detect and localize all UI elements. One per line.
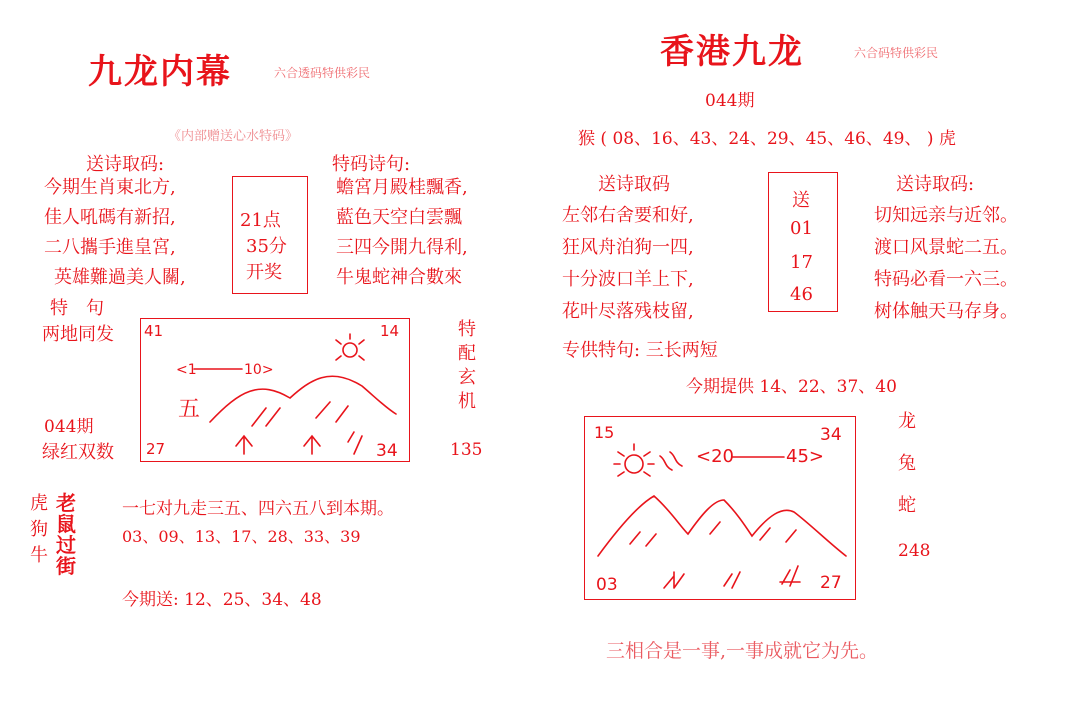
left-issue: 044期	[44, 417, 94, 437]
left-side-vertical	[458, 318, 476, 414]
left-caption: 《内部赠送心水特码》	[168, 129, 299, 144]
sun-icon	[625, 455, 643, 473]
left-line2: 03、09、13、17、28、33、39	[122, 527, 361, 546]
right-monkey-line: 猴 ( 08、16、43、24、29、45、46、49、 ) 虎	[578, 129, 956, 149]
poem-line: 十分波口羊上下,	[562, 269, 694, 290]
grass-icon	[236, 436, 252, 454]
drawing-arrow-left: <20	[696, 446, 734, 467]
side-char: 配	[458, 343, 476, 364]
drawing-corner-number: 27	[820, 573, 842, 593]
wind-icon	[660, 452, 682, 470]
left-poem-heading: 送诗取码:	[86, 154, 165, 175]
right-drawing	[584, 416, 856, 600]
drawing-arrow-right: 45>	[786, 446, 824, 467]
drawing-corner-number: 34	[376, 441, 398, 461]
drawing-arrow-right: 10>	[244, 362, 274, 378]
zodiac-col-2	[56, 490, 76, 578]
left-green-red: 绿红双数	[42, 442, 114, 463]
hatch-marks-icon	[252, 402, 348, 426]
side-char: 蛇	[898, 495, 916, 516]
zodiac-char: 鼠	[56, 512, 76, 536]
right-subtitle: 六合码特供彩民	[854, 46, 939, 60]
drawing-corner-number: 34	[820, 425, 842, 445]
drawing-arrow-left: <1	[176, 362, 197, 378]
poem-line: 今期生肖東北方,	[44, 177, 176, 198]
zodiac-char: 牛	[30, 545, 48, 566]
poem-line: 花叶尽落残枝留,	[562, 301, 694, 322]
zodiac-char: 老	[56, 491, 76, 515]
verse-line: 牛鬼蛇神合數來	[336, 267, 462, 288]
drawing-corner-number: 27	[146, 440, 166, 458]
draw-time-line: 开奖	[246, 262, 282, 283]
right-today-provide: 今期提供 14、22、37、40	[686, 377, 897, 397]
side-char: 兔	[898, 453, 916, 474]
send-box-line: 01	[790, 218, 813, 239]
mountain-icon	[210, 376, 396, 422]
verse-line: 蟾宮月殿桂飄香,	[336, 177, 468, 198]
side-char: 特	[458, 319, 476, 340]
side-char: 玄	[458, 367, 476, 388]
zodiac-char: 狗	[30, 519, 48, 540]
left-verse-heading: 特码诗句:	[332, 154, 411, 175]
left-verse	[336, 176, 468, 296]
left-side-number: 135	[450, 440, 483, 460]
poem-line: 左邻右舍要和好,	[562, 205, 694, 226]
right-poem-heading-right: 送诗取码:	[896, 174, 975, 195]
left-two-places: 两地同发	[42, 324, 114, 345]
poem-line: 英雄難過美人關,	[54, 267, 186, 288]
poem-line: 渡口风景蛇二五。	[874, 237, 1018, 258]
left-send-today: 今期送: 12、25、34、48	[122, 590, 322, 610]
right-poem-right	[874, 204, 1018, 332]
draw-time-line: 21点	[240, 210, 281, 231]
sun-rays-icon	[336, 334, 364, 360]
right-side-vertical	[898, 410, 916, 536]
zodiac-char: 街	[56, 554, 76, 578]
zodiac-char: 虎	[30, 493, 48, 514]
verse-line: 藍色天空白雲飄	[336, 207, 462, 228]
drawing-glyph: 五	[178, 397, 201, 422]
left-subtitle: 六合透码特供彩民	[274, 66, 371, 80]
grass-icon	[780, 566, 800, 586]
right-footer: 三相合是一事,一事成就它为先。	[606, 640, 879, 662]
grass-icon	[724, 572, 740, 588]
zodiac-char: 过	[56, 533, 76, 557]
poem-line: 树体触天马存身。	[874, 301, 1018, 322]
drawing-corner-number: 15	[594, 423, 615, 442]
right-poem-left	[562, 204, 694, 332]
send-box-line: 46	[790, 284, 813, 305]
side-char: 龙	[898, 411, 916, 432]
left-drawing	[140, 318, 410, 463]
left-special-label: 特 句	[50, 298, 104, 319]
left-poem	[44, 176, 186, 296]
sun-icon	[343, 343, 357, 357]
poem-line: 二八攜手進皇宮,	[44, 237, 176, 258]
right-poem-heading-left: 送诗取码	[598, 174, 670, 195]
sun-rays-icon	[614, 444, 654, 476]
side-char: 机	[458, 391, 476, 412]
grass-icon	[664, 572, 684, 588]
grass-icon	[348, 432, 362, 454]
draw-time-line: 35分	[246, 236, 287, 257]
left-title: 九龙内幕	[88, 52, 232, 92]
poem-line: 切知远亲与近邻。	[874, 205, 1018, 226]
drawing-corner-number: 03	[596, 575, 618, 595]
mountain-icon	[598, 496, 846, 556]
poem-line: 佳人吼碼有新招,	[44, 207, 176, 228]
send-box-line: 送	[792, 190, 810, 211]
right-side-number: 248	[898, 541, 931, 561]
verse-line: 三四今開九得利,	[336, 237, 468, 258]
poem-line: 狂风舟泊狗一四,	[562, 237, 694, 258]
left-line1: 一七对九走三五、四六五八到本期。	[122, 499, 394, 519]
send-box-line: 17	[790, 252, 813, 273]
grass-icon	[304, 436, 320, 454]
hatch-marks-icon	[630, 522, 796, 546]
right-title: 香港九龙	[660, 32, 804, 72]
right-issue: 044期	[705, 91, 755, 111]
poem-line: 特码必看一六三。	[874, 269, 1018, 290]
drawing-corner-number: 14	[380, 322, 400, 340]
right-special-verse: 专供特句: 三长两短	[562, 340, 718, 361]
zodiac-col-1	[30, 492, 48, 570]
drawing-corner-number: 41	[144, 322, 164, 340]
